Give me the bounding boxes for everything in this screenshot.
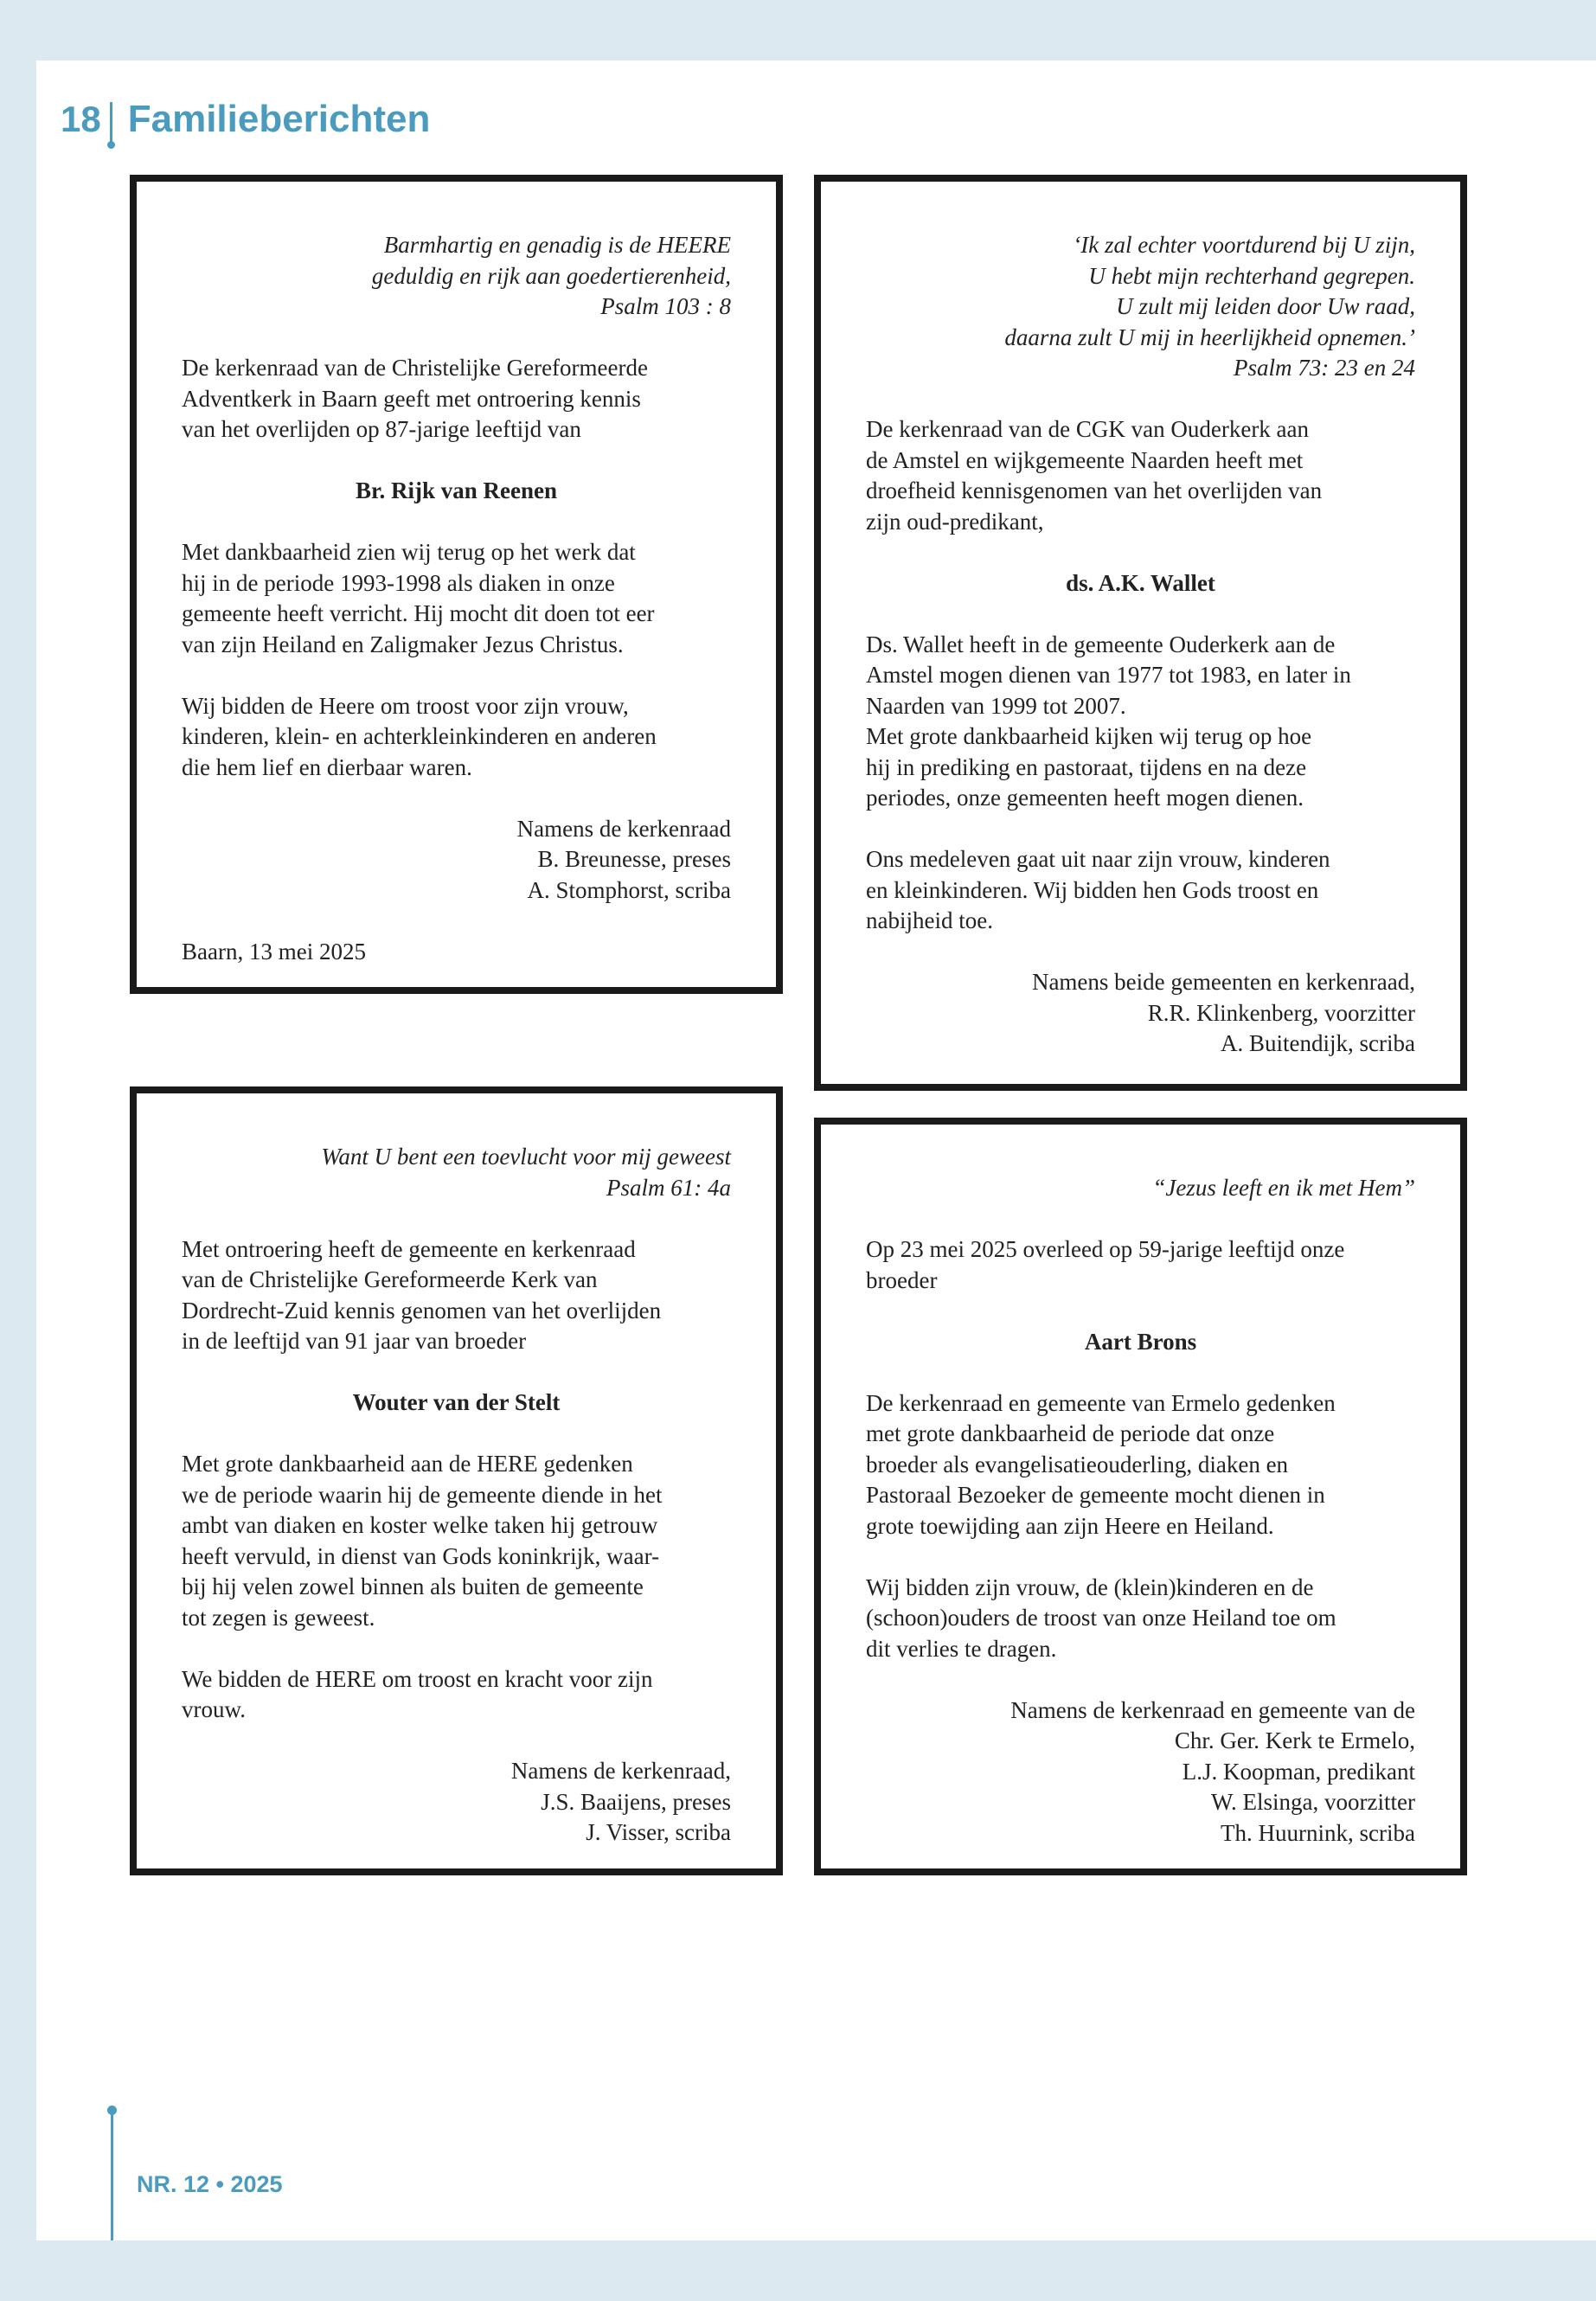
body2-lines-line: We bidden de HERE om troost en kracht voor zijn [182, 1665, 653, 1692]
intro-lines-line: van de Christelijke Gereformeerde Kerk van [182, 1266, 598, 1292]
body1-lines-line: hij in prediking en pastoraat, tijdens en na deze [866, 753, 1307, 780]
signature-lines-line: A. Stomphorst, scriba [527, 876, 731, 903]
death-notice-ak-wallet [814, 175, 1467, 1091]
signature-lines-line: Namens de kerkenraad en gemeente van de [1010, 1696, 1415, 1723]
death-notice-wouter-van-der-stelt [130, 1086, 783, 1875]
body2-lines-line: Ons medeleven gaat uit naar zijn vrouw, kinderen [866, 846, 1330, 872]
signature-block [182, 814, 731, 907]
body1-lines-line: grote toewijding aan zijn Heere en Heiland. [866, 1512, 1274, 1539]
body1-lines-line: hij in de periode 1993-1998 als diaken in onze [182, 569, 615, 596]
section-title: Familieberichten [127, 98, 431, 140]
bible-verse [182, 1142, 731, 1203]
intro-lines-line: Op 23 mei 2025 overleed op 59-jarige leeftijd onze [866, 1236, 1345, 1262]
intro-lines-line: Dordrecht-Zuid kennis genomen van het overlijden [182, 1297, 662, 1324]
deceased-name: Aart Brons [1084, 1328, 1197, 1355]
intro-lines-line: Met ontroering heeft de gemeente en kerkenraad [182, 1235, 636, 1262]
body2-lines-line: nabijheid toe. [866, 907, 993, 933]
signature-lines-line: Namens beide gemeenten en kerkenraad, [1031, 969, 1415, 995]
signature-lines-line: W. Elsinga, voorzitter [1211, 1789, 1415, 1815]
body1-lines-line: broeder als evangelisatieouderling, diaken en [866, 1451, 1289, 1477]
verse-lines-line: Psalm 73: 23 en 24 [1234, 355, 1415, 381]
verse-lines-line: Barmhartig en genadig is de HEERE [383, 232, 731, 258]
intro-paragraph [182, 1234, 731, 1357]
signature-lines-line: Th. Huurnink, scriba [1221, 1819, 1415, 1846]
bible-verse [866, 230, 1415, 384]
verse-lines-line: U zult mij leiden door Uw raad, [1116, 293, 1415, 319]
intro-lines-line: De kerkenraad van de Christelijke Gereformeerde [182, 355, 648, 381]
verse-lines-line: U hebt mijn rechterhand gegrepen. [1088, 262, 1415, 289]
signature-lines-line: B. Breunesse, preses [537, 846, 731, 872]
page-header [61, 93, 430, 145]
deceased-name: Br. Rijk van Reenen [355, 478, 558, 503]
intro-lines-line: Adventkerk in Baarn geeft met ontroering kennis [182, 385, 641, 412]
body1-lines-line: van zijn Heiland en Zaligmaker Jezus Christus. [182, 631, 624, 657]
intro-lines-line: broeder [866, 1266, 938, 1293]
body1-lines-line: bij hij velen zowel binnen als buiten de gemeente [182, 1574, 644, 1599]
prayer-paragraph [866, 1573, 1415, 1665]
verse-lines-line: Want U bent een toevlucht voor mij geweest [321, 1144, 731, 1170]
signature-block [182, 1756, 731, 1849]
body1-lines-line: Naarden van 1999 tot 2007. [866, 692, 1126, 719]
signature-lines-line: L.J. Koopman, predikant [1182, 1758, 1415, 1785]
verse-lines-line: Psalm 61: 4a [606, 1174, 731, 1201]
body1-lines-line: heeft vervuld, in dienst van Gods koninkrijk, waar- [182, 1542, 660, 1569]
signature-lines-line: A. Buitendijk, scriba [1221, 1030, 1415, 1056]
intro-lines-line: van het overlijden op 87-jarige leeftijd van [182, 416, 581, 442]
signature-block [866, 1695, 1415, 1849]
body2-lines-line: kinderen, klein- en achterkleinkinderen en anderen [182, 723, 657, 749]
body1-lines-line: we de periode waarin hij de gemeente diende in het [182, 1481, 663, 1508]
death-notice-rijk-van-reenen [130, 175, 783, 994]
prayer-paragraph [182, 1664, 731, 1726]
body1-lines-line: De kerkenraad en gemeente van Ermelo gedenken [866, 1389, 1336, 1416]
issue-number: NR. 12 • 2025 [137, 2171, 283, 2197]
bible-verse [182, 230, 731, 323]
deceased-name: Wouter van der Stelt [352, 1389, 561, 1415]
footer-divider [111, 2109, 113, 2240]
body-paragraph [866, 1388, 1415, 1542]
signature-lines-line: Namens de kerkenraad [516, 815, 731, 842]
header-divider [110, 102, 112, 144]
verse-lines-line: ‘Ik zal echter voortdurend bij U zijn, [1073, 232, 1415, 258]
body1-lines-line: Met grote dankbaarheid aan de HERE gedenken [182, 1451, 633, 1477]
intro-lines-line: droefheid kennisgenomen van het overlijden van [866, 478, 1323, 503]
body1-lines-line: gemeente heeft verricht. Hij mocht dit doen tot eer [182, 600, 655, 626]
signature-lines-line: Namens de kerkenraad, [510, 1758, 731, 1784]
body1-lines-line: met grote dankbaarheid de periode dat onze [866, 1420, 1275, 1446]
intro-paragraph [866, 414, 1415, 537]
body1-lines-line: tot zegen is geweest. [182, 1604, 375, 1631]
verse-lines-line: “Jezus leeft en ik met Hem” [1152, 1175, 1415, 1201]
prayer-paragraph [866, 844, 1415, 937]
intro-paragraph [182, 353, 731, 445]
intro-paragraph [866, 1234, 1415, 1296]
intro-lines-line: de Amstel en wijkgemeente Naarden heeft met [866, 446, 1304, 473]
signature-lines-line: J.S. Baaijens, preses [541, 1788, 731, 1815]
verse-lines-line: geduldig en rijk aan goedertierenheid, [371, 262, 731, 289]
intro-lines-line: De kerkenraad van de CGK van Ouderkerk aan [866, 416, 1310, 442]
body1-lines-line: Amstel mogen dienen van 1977 tot 1983, en later in [866, 662, 1351, 688]
body1-lines-line: Ds. Wallet heeft in de gemeente Ouderkerk aan de [866, 631, 1336, 657]
place-date: Baarn, 13 mei 2025 [182, 938, 366, 965]
signature-lines-line: Chr. Ger. Kerk te Ermelo, [1174, 1727, 1415, 1753]
verse-lines-line: Psalm 103 : 8 [600, 293, 731, 319]
body2-lines-line: Wij bidden de Heere om troost voor zijn vrouw, [182, 692, 629, 719]
deceased-name: ds. A.K. Wallet [1066, 569, 1215, 596]
page-number: 18 [61, 99, 101, 139]
body2-lines-line: vrouw. [182, 1696, 246, 1722]
body1-lines-line: periodes, onze gemeenten heeft mogen dienen. [866, 785, 1304, 811]
signature-lines-line: R.R. Klinkenberg, voorzitter [1147, 999, 1415, 1026]
intro-lines-line: zijn oud-predikant, [866, 508, 1044, 535]
body1-lines-line: Met dankbaarheid zien wij terug op het werk dat [182, 539, 636, 565]
body2-lines-line: die hem lief en dierbaar waren. [182, 753, 472, 780]
body1-lines-line: Pastoraal Bezoeker de gemeente mocht dienen in [866, 1482, 1325, 1508]
verse-lines-line: daarna zult U mij in heerlijkheid opnemen.’ [1004, 324, 1415, 350]
signature-block [866, 967, 1415, 1060]
body2-lines-line: dit verlies te dragen. [866, 1635, 1057, 1662]
body-paragraph [866, 630, 1415, 814]
signature-lines-line: J. Visser, scriba [586, 1819, 731, 1845]
body-paragraph [182, 1449, 731, 1633]
body-paragraph [182, 537, 731, 660]
body2-lines-line: (schoon)ouders de troost van onze Heiland toe om [866, 1605, 1336, 1631]
body2-lines-line: Wij bidden zijn vrouw, de (klein)kinderen en de [866, 1574, 1314, 1600]
death-notice-aart-brons [814, 1118, 1467, 1875]
body1-lines-line: Met grote dankbaarheid kijken wij terug op hoe [866, 723, 1312, 749]
bible-verse [866, 1173, 1415, 1204]
body1-lines-line: ambt van diaken en koster welke taken hij getrouw [182, 1512, 658, 1538]
intro-lines-line: in de leeftijd van 91 jaar van broeder [182, 1328, 527, 1354]
body2-lines-line: en kleinkinderen. Wij bidden hen Gods troost en [866, 876, 1319, 903]
prayer-paragraph [182, 691, 731, 784]
